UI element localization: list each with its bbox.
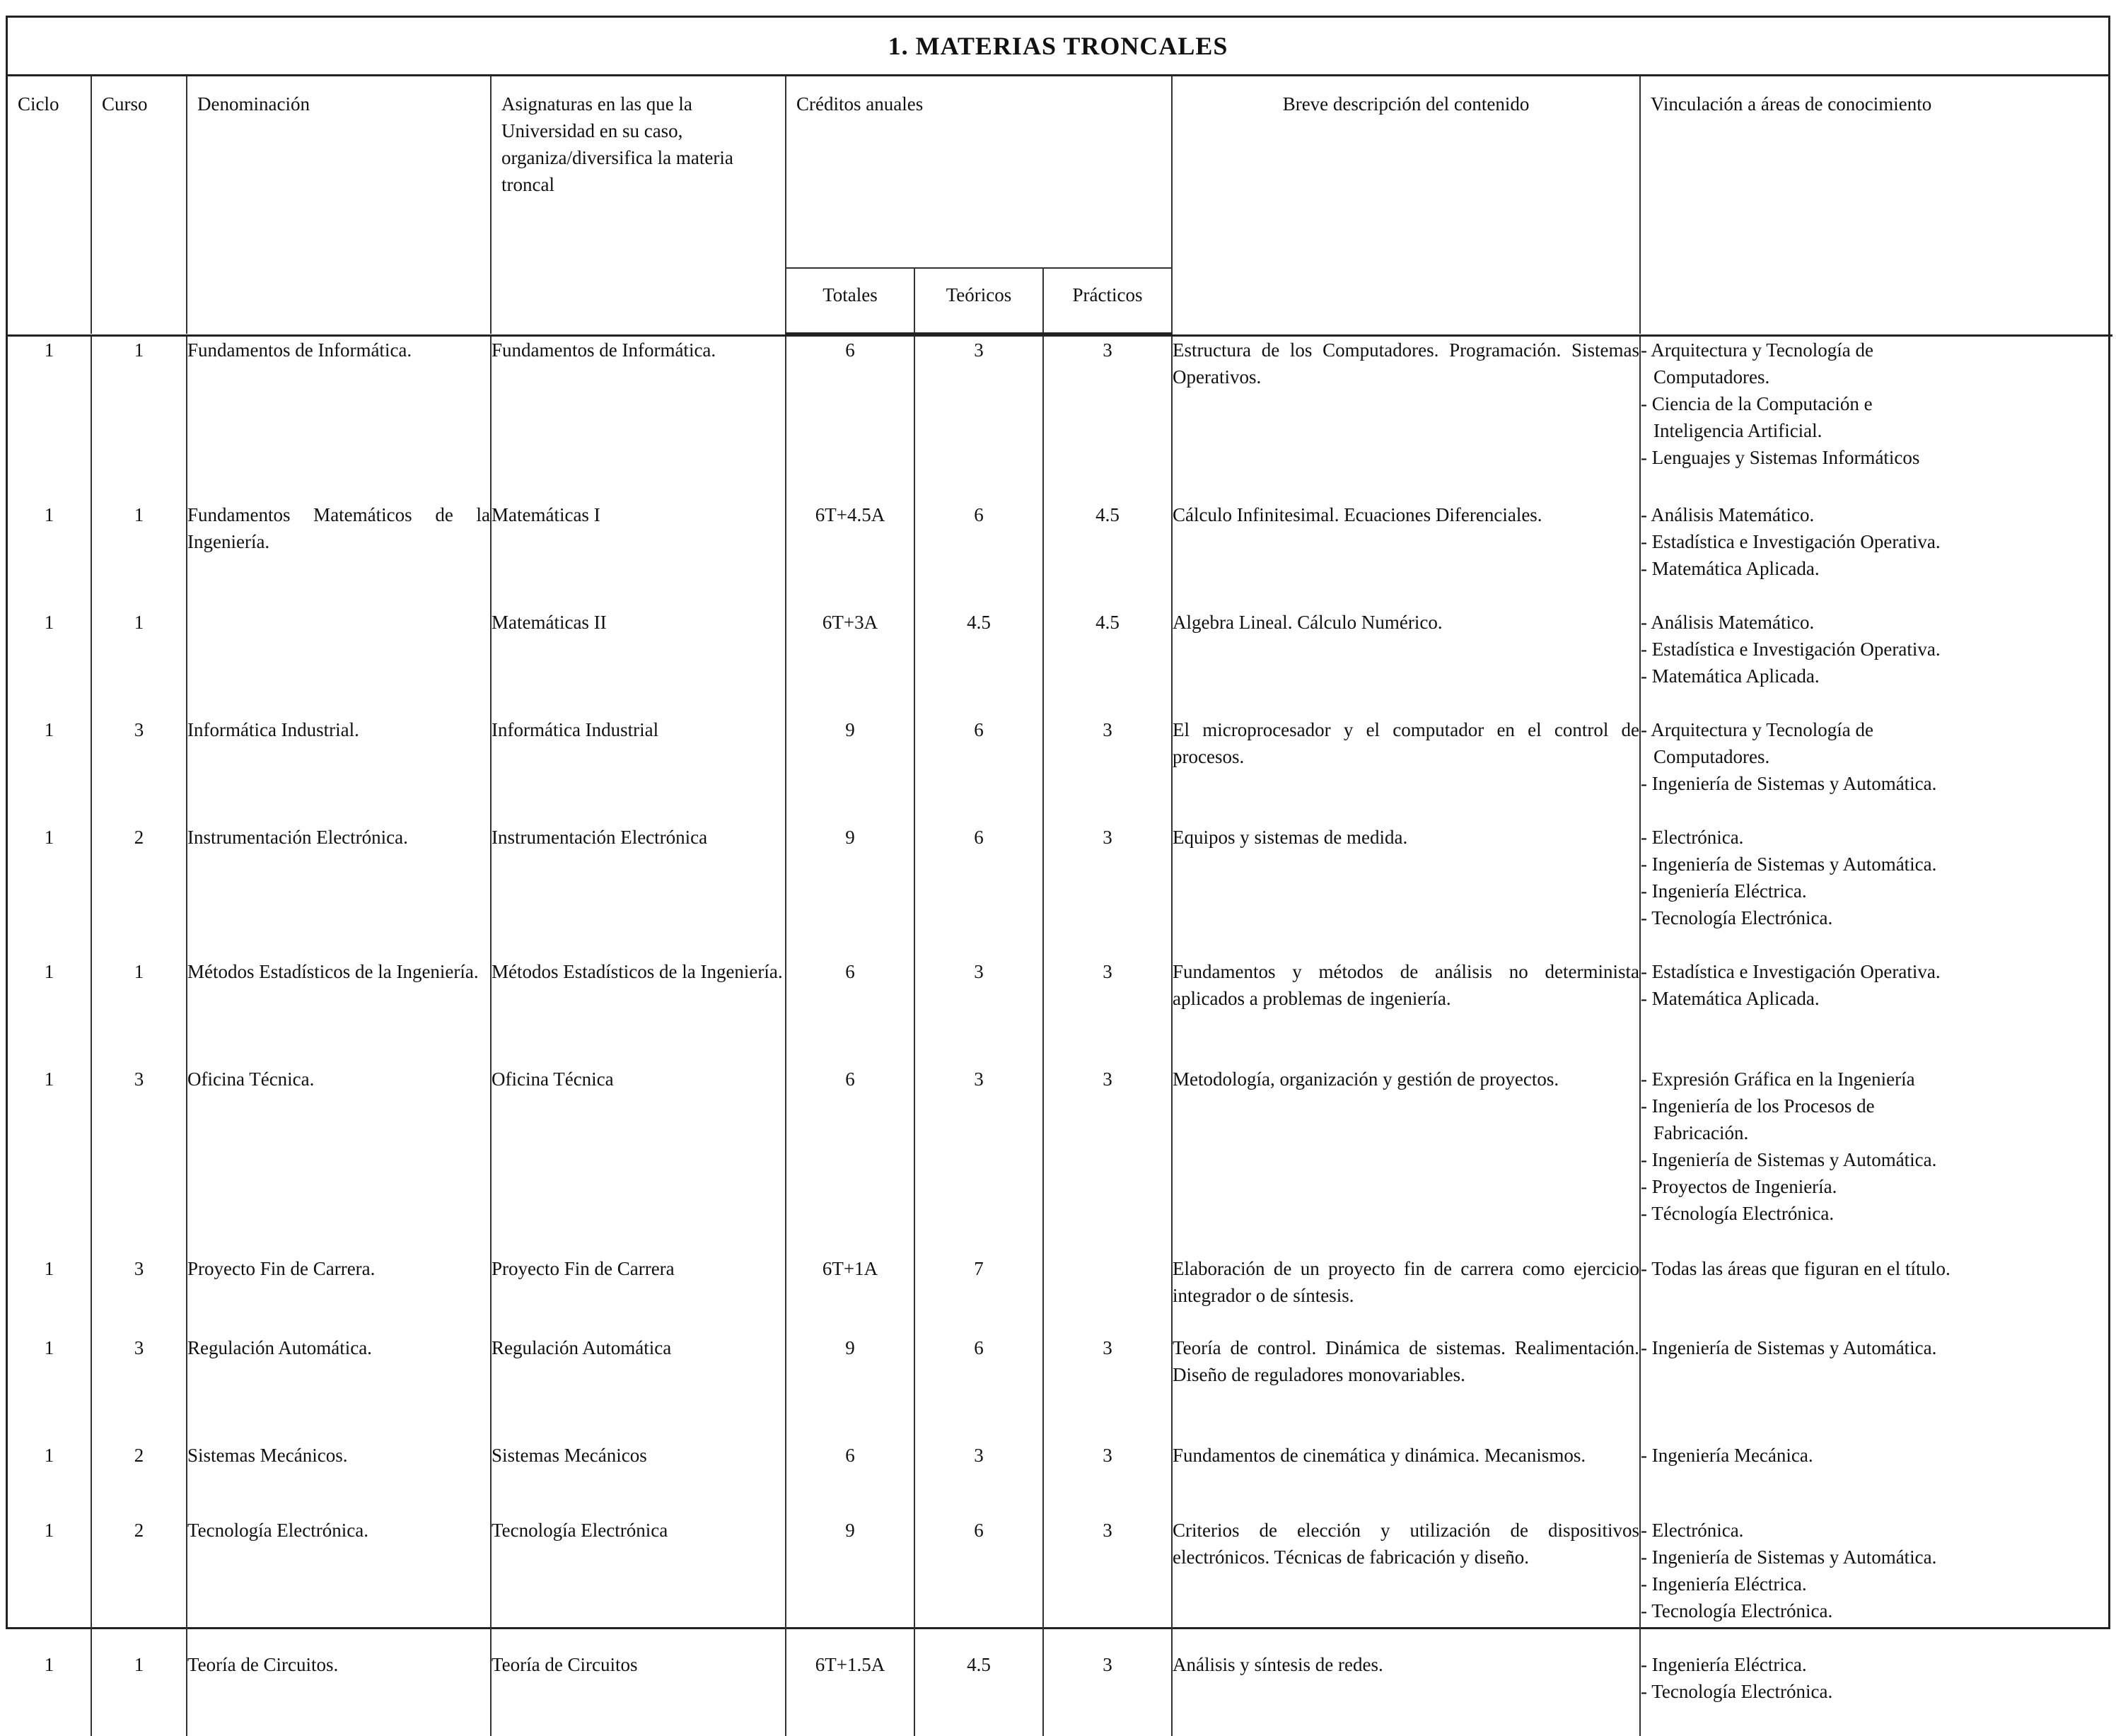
- table-row: [8, 1334, 2112, 1442]
- cell-totales: 9: [786, 716, 914, 824]
- area-item: - Ingeniería Eléctrica.: [1641, 880, 1807, 902]
- cell-curso: 3: [91, 1255, 187, 1334]
- cell-curso: 2: [91, 1442, 187, 1517]
- cell-curso: 2: [91, 824, 187, 958]
- header-practicos: Prácticos: [1043, 268, 1172, 334]
- cell-practicos: 3: [1043, 1066, 1172, 1255]
- area-item: - Arquitectura y Tecnología de: [1641, 339, 1874, 361]
- header-creditos: Créditos anuales: [786, 76, 1172, 268]
- cell-totales: 6: [786, 958, 914, 1066]
- cell-ciclo: 1: [44, 1068, 54, 1090]
- cell-asignatura: Fundamentos de Informática.: [491, 336, 786, 501]
- cell-teoricos: 7: [914, 1255, 1043, 1334]
- cell-denominacion: Fundamentos Matemáticos de la Ingeniería.: [187, 501, 491, 609]
- cell-ciclo: 1: [44, 960, 54, 982]
- table-row: [8, 716, 2112, 824]
- area-item: - Análisis Matemático.: [1641, 611, 1815, 633]
- cell-asignatura: Oficina Técnica: [491, 1066, 786, 1255]
- header-denominacion: Denominación: [187, 76, 491, 334]
- table-row: [8, 609, 2112, 716]
- cell-vinculacion: [1640, 1651, 2112, 1736]
- cell-vinculacion: [1640, 824, 2112, 958]
- area-item: - Tecnología Electrónica.: [1641, 1600, 1833, 1621]
- cell-curso: 1: [91, 958, 187, 1066]
- cell-curso: 2: [91, 1517, 187, 1651]
- area-item: - Ingeniería Mecánica.: [1641, 1444, 1813, 1466]
- cell-asignatura: Matemáticas I: [491, 501, 786, 609]
- cell-ciclo: 1: [44, 1336, 54, 1358]
- cell-asignatura: Sistemas Mecánicos: [491, 1442, 786, 1517]
- area-item: - Matemática Aplicada.: [1641, 987, 1820, 1009]
- cell-curso: 1: [91, 336, 187, 501]
- table-row: [8, 336, 2112, 501]
- cell-descripcion: Análisis y síntesis de redes.: [1172, 1651, 1640, 1736]
- cell-denominacion: Oficina Técnica.: [187, 1066, 491, 1255]
- cell-curso: 1: [91, 501, 187, 609]
- cell-ciclo: 1: [44, 1257, 54, 1279]
- cell-descripcion: Criterios de elección y utilización de dispositivos electrónicos. Técnicas de fabricación y diseño.: [1172, 1517, 1640, 1651]
- cell-totales: 6T+1A: [786, 1255, 914, 1334]
- area-item: - Arquitectura y Tecnología de: [1641, 718, 1874, 740]
- cell-teoricos: 3: [914, 958, 1043, 1066]
- cell-vinculacion: [1640, 1066, 2112, 1255]
- table-row: [8, 958, 2112, 1066]
- table-row: [8, 824, 2112, 958]
- cell-ciclo: 1: [44, 826, 54, 848]
- cell-teoricos: 6: [914, 1334, 1043, 1442]
- area-item: - Estadística e Investigación Operativa.: [1641, 638, 1941, 660]
- cell-teoricos: 3: [914, 1442, 1043, 1517]
- area-item: Fabricación.: [1653, 1122, 1749, 1143]
- cell-ciclo: 1: [44, 503, 54, 525]
- area-item: - Proyectos de Ingeniería.: [1641, 1175, 1837, 1197]
- area-item: - Tecnología Electrónica.: [1641, 907, 1833, 928]
- cell-totales: 9: [786, 1334, 914, 1442]
- header-vinculacion: Vinculación a áreas de conocimiento: [1640, 76, 2112, 334]
- header-teoricos: Teóricos: [914, 268, 1043, 334]
- cell-curso: 3: [91, 1066, 187, 1255]
- cell-ciclo: 1: [44, 339, 54, 361]
- cell-denominacion: Métodos Estadísticos de la Ingeniería.: [187, 958, 491, 1066]
- cell-denominacion: Teoría de Circuitos.: [187, 1651, 491, 1736]
- cell-descripcion: Elaboración de un proyecto fin de carrera como ejercicio integrador o de síntesis.: [1172, 1255, 1640, 1334]
- area-item: - Electrónica.: [1641, 826, 1744, 848]
- cell-teoricos: 3: [914, 336, 1043, 501]
- cell-ciclo: 1: [44, 1653, 54, 1675]
- area-item: - Electrónica.: [1641, 1519, 1744, 1541]
- area-item: - Lenguajes y Sistemas Informáticos: [1641, 447, 1920, 468]
- cell-vinculacion: [1640, 1517, 2112, 1651]
- cell-practicos: 4.5: [1043, 501, 1172, 609]
- cell-totales: 9: [786, 824, 914, 958]
- area-item: - Ingeniería de Sistemas y Automática.: [1641, 1546, 1937, 1568]
- cell-totales: 9: [786, 1517, 914, 1651]
- table-row: [8, 1442, 2112, 1517]
- cell-asignatura: Regulación Automática: [491, 1334, 786, 1442]
- cell-asignatura: Instrumentación Electrónica: [491, 824, 786, 958]
- cell-denominacion: Sistemas Mecánicos.: [187, 1442, 491, 1517]
- cell-denominacion: Regulación Automática.: [187, 1334, 491, 1442]
- header-ciclo: Ciclo: [18, 93, 59, 115]
- area-item: - Ingeniería Eléctrica.: [1641, 1573, 1807, 1595]
- area-item: - Ingeniería de Sistemas y Automática.: [1641, 1336, 1937, 1358]
- table-row: [8, 1651, 2112, 1736]
- header-descripcion: Breve descripción del contenido: [1172, 76, 1640, 334]
- cell-totales: 6: [786, 1442, 914, 1517]
- cell-teoricos: 6: [914, 716, 1043, 824]
- cell-ciclo: 1: [44, 1519, 54, 1541]
- table-row: [8, 1517, 2112, 1651]
- cell-denominacion: [187, 609, 491, 716]
- table-row: [8, 1066, 2112, 1255]
- area-item: - Matemática Aplicada.: [1641, 557, 1820, 579]
- cell-denominacion: Fundamentos de Informática.: [187, 336, 491, 501]
- cell-practicos: 4.5: [1043, 609, 1172, 716]
- table-body: [8, 336, 2112, 1736]
- cell-vinculacion: [1640, 501, 2112, 609]
- area-item: Computadores.: [1653, 745, 1770, 767]
- cell-practicos: 3: [1043, 1517, 1172, 1651]
- area-item: Computadores.: [1653, 366, 1770, 388]
- cell-descripcion: Equipos y sistemas de medida.: [1172, 824, 1640, 958]
- cell-totales: 6: [786, 336, 914, 501]
- cell-descripcion: Metodología, organización y gestión de proyectos.: [1172, 1066, 1640, 1255]
- cell-descripcion: Cálculo Infinitesimal. Ecuaciones Diferenciales.: [1172, 501, 1640, 609]
- header-totales: Totales: [786, 268, 914, 334]
- header-asignaturas: Asignaturas en las que la Universidad en su caso, organiza/diversifica la materia troncal: [491, 76, 786, 334]
- cell-curso: 3: [91, 716, 187, 824]
- cell-asignatura: Métodos Estadísticos de la Ingeniería.: [491, 958, 786, 1066]
- cell-descripcion: Estructura de los Computadores. Programación. Sistemas Operativos.: [1172, 336, 1640, 501]
- area-item: - Estadística e Investigación Operativa.: [1641, 960, 1941, 982]
- cell-teoricos: 4.5: [914, 1651, 1043, 1736]
- cell-practicos: 3: [1043, 1442, 1172, 1517]
- area-item: - Estadística e Investigación Operativa.: [1641, 530, 1941, 552]
- cell-descripcion: El microprocesador y el computador en el control de procesos.: [1172, 716, 1640, 824]
- cell-vinculacion: [1640, 716, 2112, 824]
- cell-asignatura: Informática Industrial: [491, 716, 786, 824]
- cell-ciclo: 1: [44, 718, 54, 740]
- cell-asignatura: Teoría de Circuitos: [491, 1651, 786, 1736]
- cell-curso: 1: [91, 1651, 187, 1736]
- table-row: [8, 1255, 2112, 1334]
- cell-totales: 6T+1.5A: [786, 1651, 914, 1736]
- cell-ciclo: 1: [44, 611, 54, 633]
- cell-practicos: 3: [1043, 1334, 1172, 1442]
- cell-denominacion: Tecnología Electrónica.: [187, 1517, 491, 1651]
- area-item: - Ingeniería de Sistemas y Automática.: [1641, 853, 1937, 875]
- cell-vinculacion: [1640, 336, 2112, 501]
- cell-teoricos: 3: [914, 1066, 1043, 1255]
- cell-descripcion: Algebra Lineal. Cálculo Numérico.: [1172, 609, 1640, 716]
- cell-practicos: 3: [1043, 958, 1172, 1066]
- area-item: Inteligencia Artificial.: [1653, 420, 1823, 441]
- cell-descripcion: Fundamentos de cinemática y dinámica. Mecanismos.: [1172, 1442, 1640, 1517]
- cell-asignatura: Tecnología Electrónica: [491, 1517, 786, 1651]
- cell-denominacion: Informática Industrial.: [187, 716, 491, 824]
- cell-totales: 6: [786, 1066, 914, 1255]
- cell-vinculacion: [1640, 609, 2112, 716]
- cell-asignatura: Matemáticas II: [491, 609, 786, 716]
- materias-table: [8, 76, 2112, 1736]
- cell-denominacion: Instrumentación Electrónica.: [187, 824, 491, 958]
- area-item: - Ingeniería de Sistemas y Automática.: [1641, 772, 1937, 794]
- area-item: - Ciencia de la Computación e: [1641, 393, 1873, 414]
- table-row: [8, 501, 2112, 609]
- cell-practicos: 3: [1043, 716, 1172, 824]
- cell-practicos: 3: [1043, 824, 1172, 958]
- cell-vinculacion: [1640, 958, 2112, 1066]
- cell-teoricos: 6: [914, 1517, 1043, 1651]
- header-curso: Curso: [91, 76, 187, 334]
- area-item: - Ingeniería Eléctrica.: [1641, 1653, 1807, 1675]
- cell-teoricos: 6: [914, 501, 1043, 609]
- page-title: 1. MATERIAS TRONCALES: [8, 18, 2108, 76]
- area-item: - Tecnología Electrónica.: [1641, 1680, 1833, 1702]
- area-item: - Ingeniería de Sistemas y Automática.: [1641, 1148, 1937, 1170]
- cell-curso: 1: [91, 609, 187, 716]
- cell-ciclo: 1: [44, 1444, 54, 1466]
- cell-practicos: 3: [1043, 1651, 1172, 1736]
- cell-vinculacion: [1640, 1334, 2112, 1442]
- area-item: - Análisis Matemático.: [1641, 503, 1815, 525]
- area-item: - Ingeniería de los Procesos de: [1641, 1095, 1875, 1117]
- area-item: - Expresión Gráfica en la Ingeniería: [1641, 1068, 1915, 1090]
- cell-practicos: [1043, 1255, 1172, 1334]
- cell-descripcion: Teoría de control. Dinámica de sistemas. Realimentación. Diseño de reguladores monovariables.: [1172, 1334, 1640, 1442]
- area-item: - Técnología Electrónica.: [1641, 1202, 1835, 1224]
- cell-vinculacion: [1640, 1255, 2112, 1334]
- cell-teoricos: 4.5: [914, 609, 1043, 716]
- area-item: - Matemática Aplicada.: [1641, 665, 1820, 687]
- cell-asignatura: Proyecto Fin de Carrera: [491, 1255, 786, 1334]
- cell-practicos: 3: [1043, 336, 1172, 501]
- cell-vinculacion: [1640, 1442, 2112, 1517]
- document-page: [6, 16, 2110, 1702]
- cell-descripcion: Fundamentos y métodos de análisis no determinista aplicados a problemas de ingeniería.: [1172, 958, 1640, 1066]
- cell-totales: 6T+4.5A: [786, 501, 914, 609]
- area-item: - Todas las áreas que figuran en el título.: [1641, 1257, 1951, 1279]
- cell-curso: 3: [91, 1334, 187, 1442]
- cell-teoricos: 6: [914, 824, 1043, 958]
- cell-totales: 6T+3A: [786, 609, 914, 716]
- cell-denominacion: Proyecto Fin de Carrera.: [187, 1255, 491, 1334]
